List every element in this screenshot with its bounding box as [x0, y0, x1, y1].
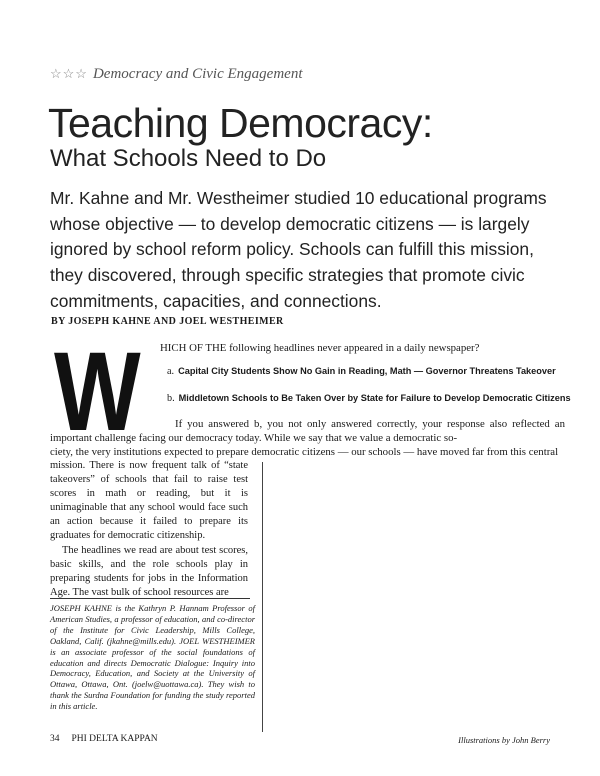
byline: BY JOSEPH KAHNE AND JOEL WESTHEIMER	[51, 316, 284, 327]
opening-line: HICH OF THE following headlines never appeared in a daily newspaper?	[160, 342, 480, 354]
option-label: b.	[167, 393, 175, 404]
column-divider	[262, 462, 263, 732]
publication-name: PHI DELTA KAPPAN	[71, 734, 158, 744]
illustration-credit: Illustrations by John Berry	[458, 735, 550, 745]
article-deck: Mr. Kahne and Mr. Westheimer studied 10 educational programs whose objective — to develop democratic citizens — is largely ignored by school reform policy. Schools can fulfill this mission, they discovered, through specific strategies that promote civic commitments, capacities, and connections.	[50, 188, 547, 311]
bio-divider	[50, 598, 250, 599]
column-paragraph: The headlines we read are about test scores, basic skills, and the role schools play in preparing students for jobs in the Information Age. The vast bulk of school resources are	[50, 544, 248, 598]
headline-option-a	[167, 366, 556, 377]
article-title: Teaching Democracy:	[48, 100, 433, 146]
page-footer	[50, 734, 158, 744]
section-kicker	[50, 66, 303, 83]
article-subtitle: What Schools Need to Do	[50, 145, 327, 172]
paragraph-wrapped-text: If you answered b, you not only answered correctly, your response also reflected an important challenge facing our democracy today. While we say that we value a democratic so-	[50, 418, 565, 444]
author-bio: JOSEPH KAHNE is the Kathryn P. Hannam Professor of American Studies, a professor of education, and co-director of the Institute for Civic Leadership, Mills College, Oakland, Calif. (jkahne@mills.edu). JOEL WESTHEIMER is an associate professor of the social foundations of education and directs Democratic Dialogue: Inquiry into Democracy, Education, and Society at the University of Ottawa, Ottawa, Ont. (joelw@uottawa.ca). They wish to thank the Surdna Foundation for funding the study reported in this article.	[50, 603, 255, 712]
paragraph-full-width-text: ciety, the very institutions expected to prepare democratic citizens — our schools — have moved far from this central	[50, 446, 559, 458]
option-text: Capital City Students Show No Gain in Reading, Math — Governor Threatens Takeover	[178, 366, 556, 376]
body-column	[50, 459, 248, 600]
body-paragraph	[50, 417, 565, 459]
column-paragraph: mission. There is now frequent talk of “state takeovers” of schools that fail to raise test scores in math or reading, but it is unimaginable that any school would face such an action because it failed to prepare its graduates for democratic citizenship.	[50, 460, 248, 542]
page-number: 34	[50, 734, 60, 744]
headline-option-b	[167, 393, 571, 404]
section-label: Democracy and Civic Engagement	[92, 66, 303, 82]
drop-cap: W	[54, 329, 141, 454]
stars-ornament-icon: ☆☆☆	[50, 66, 88, 81]
option-label: a.	[167, 366, 175, 377]
option-text: Middletown Schools to Be Taken Over by State for Failure to Develop Democratic Citizens	[178, 393, 571, 403]
